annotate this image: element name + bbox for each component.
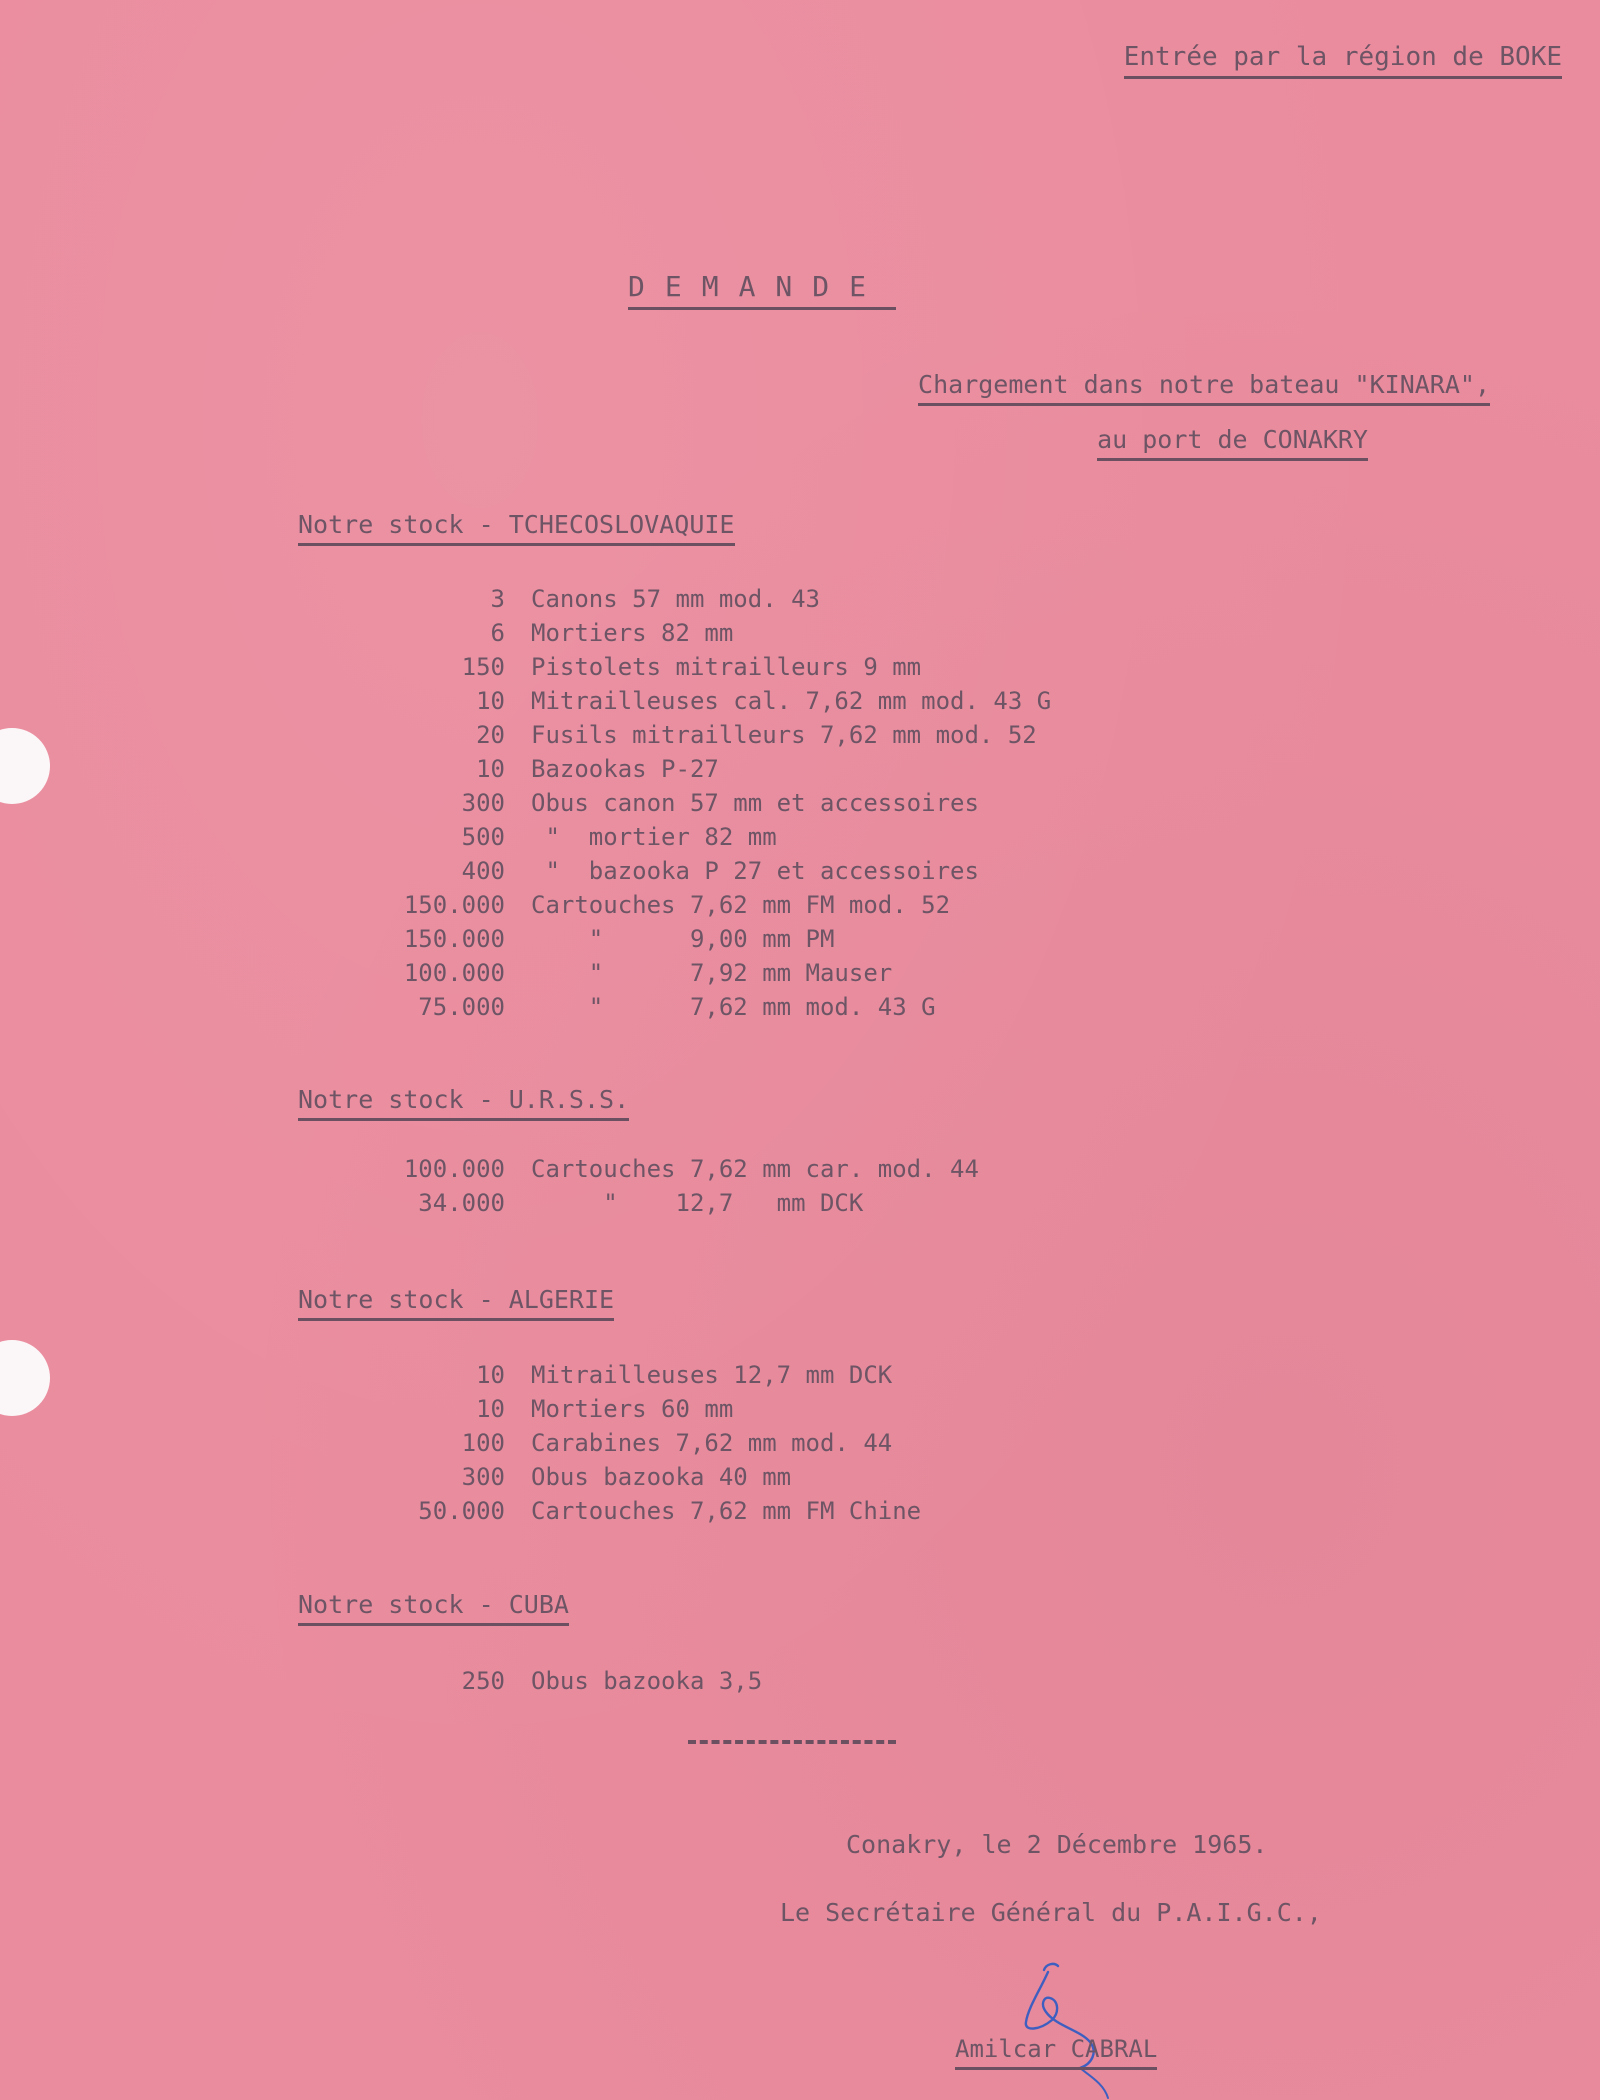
item-quantity: 3 bbox=[490, 585, 505, 613]
item-description: Mortiers 60 mm bbox=[531, 1395, 734, 1423]
item-description: Mitrailleuses cal. 7,62 mm mod. 43 G bbox=[531, 687, 1052, 715]
list-item bbox=[380, 616, 1051, 650]
list-item bbox=[380, 1358, 921, 1392]
item-quantity: 150.000 bbox=[403, 891, 505, 919]
list-item bbox=[380, 854, 1051, 888]
stock-list-tchecoslovaquie bbox=[380, 582, 1051, 1024]
list-item bbox=[380, 1186, 979, 1220]
list-item bbox=[380, 650, 1051, 684]
item-description: Obus bazooka 3,5 bbox=[531, 1667, 763, 1695]
item-description: " 12,7 mm DCK bbox=[531, 1189, 864, 1217]
item-description: Fusils mitrailleurs 7,62 mm mod. 52 bbox=[531, 721, 1037, 749]
item-description: Cartouches 7,62 mm FM mod. 52 bbox=[531, 891, 951, 919]
item-description: Canons 57 mm mod. 43 bbox=[531, 585, 820, 613]
section-heading-cuba: Notre stock - CUBA bbox=[298, 1590, 569, 1626]
list-item bbox=[380, 684, 1051, 718]
item-description: " 7,92 mm Mauser bbox=[531, 959, 893, 987]
list-item bbox=[380, 1664, 762, 1698]
signatory-role: Le Secrétaire Général du P.A.I.G.C., bbox=[780, 1898, 1322, 1927]
item-quantity: 400 bbox=[461, 857, 505, 885]
item-quantity: 34.000 bbox=[418, 1189, 505, 1217]
item-quantity: 250 bbox=[461, 1667, 505, 1695]
list-item bbox=[380, 582, 1051, 616]
closing-date-line: Conakry, le 2 Décembre 1965. bbox=[846, 1830, 1268, 1859]
item-quantity: 500 bbox=[461, 823, 505, 851]
list-item bbox=[380, 1494, 921, 1528]
list-item bbox=[380, 718, 1051, 752]
list-item bbox=[380, 1152, 979, 1186]
list-item bbox=[380, 888, 1051, 922]
list-item bbox=[380, 1426, 921, 1460]
item-quantity: 10 bbox=[476, 755, 505, 783]
item-quantity: 10 bbox=[476, 687, 505, 715]
document-title: DEMANDE bbox=[628, 270, 896, 310]
punch-hole bbox=[0, 728, 50, 804]
section-heading-tchecoslovaquie: Notre stock - TCHECOSLOVAQUIE bbox=[298, 510, 735, 546]
item-description: Pistolets mitrailleurs 9 mm bbox=[531, 653, 922, 681]
punch-hole bbox=[0, 1340, 50, 1416]
item-description: " mortier 82 mm bbox=[531, 823, 777, 851]
item-description: Obus bazooka 40 mm bbox=[531, 1463, 792, 1491]
section-heading-urss: Notre stock - U.R.S.S. bbox=[298, 1085, 629, 1121]
item-description: " 9,00 mm PM bbox=[531, 925, 835, 953]
item-quantity: 300 bbox=[461, 789, 505, 817]
loading-line-1: Chargement dans notre bateau "KINARA", bbox=[918, 370, 1490, 406]
item-description: " 7,62 mm mod. 43 G bbox=[531, 993, 936, 1021]
item-quantity: 100.000 bbox=[403, 1155, 505, 1183]
item-quantity: 10 bbox=[476, 1361, 505, 1389]
list-item bbox=[380, 990, 1051, 1024]
item-description: Carabines 7,62 mm mod. 44 bbox=[531, 1429, 893, 1457]
item-quantity: 150.000 bbox=[403, 925, 505, 953]
list-item bbox=[380, 1392, 921, 1426]
section-heading-algerie: Notre stock - ALGERIE bbox=[298, 1285, 614, 1321]
item-description: Cartouches 7,62 mm FM Chine bbox=[531, 1497, 922, 1525]
item-quantity: 10 bbox=[476, 1395, 505, 1423]
handwritten-signature bbox=[1000, 1960, 1150, 2100]
stock-list-urss bbox=[380, 1152, 979, 1220]
list-item bbox=[380, 752, 1051, 786]
item-description: Obus canon 57 mm et accessoires bbox=[531, 789, 979, 817]
item-description: Bazookas P-27 bbox=[531, 755, 719, 783]
list-item bbox=[380, 1460, 921, 1494]
stock-list-algerie bbox=[380, 1358, 921, 1528]
list-item bbox=[380, 956, 1051, 990]
item-description: " bazooka P 27 et accessoires bbox=[531, 857, 979, 885]
item-quantity: 50.000 bbox=[418, 1497, 505, 1525]
item-quantity: 20 bbox=[476, 721, 505, 749]
item-description: Cartouches 7,62 mm car. mod. 44 bbox=[531, 1155, 979, 1183]
item-description: Mitrailleuses 12,7 mm DCK bbox=[531, 1361, 893, 1389]
signatory-name: Amilcar CABRAL bbox=[955, 2035, 1157, 2070]
separator-line bbox=[688, 1740, 896, 1744]
list-item bbox=[380, 820, 1051, 854]
list-item bbox=[380, 786, 1051, 820]
item-description: Mortiers 82 mm bbox=[531, 619, 734, 647]
item-quantity: 100 bbox=[461, 1429, 505, 1457]
item-quantity: 6 bbox=[490, 619, 505, 647]
item-quantity: 75.000 bbox=[418, 993, 505, 1021]
item-quantity: 300 bbox=[461, 1463, 505, 1491]
entry-region-note: Entrée par la région de BOKE bbox=[1124, 42, 1562, 79]
stock-list-cuba bbox=[380, 1664, 762, 1698]
item-quantity: 100.000 bbox=[403, 959, 505, 987]
item-quantity: 150 bbox=[461, 653, 505, 681]
loading-line-2: au port de CONAKRY bbox=[1097, 425, 1368, 461]
list-item bbox=[380, 922, 1051, 956]
